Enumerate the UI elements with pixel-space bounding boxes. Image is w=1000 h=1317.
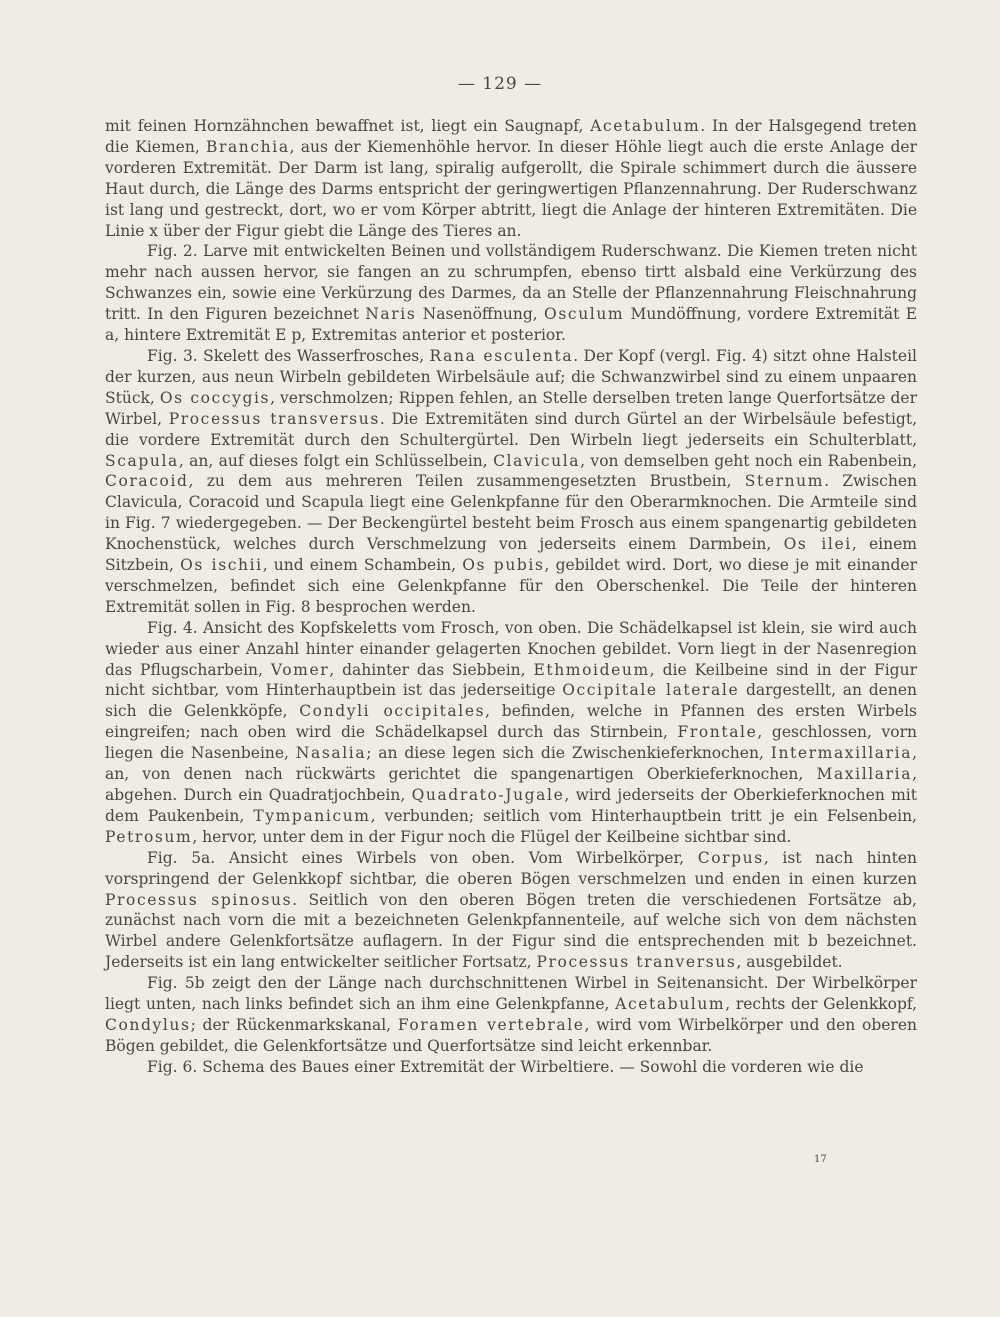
latin-term: Foramen vertebrale [397,1015,585,1034]
latin-term: Sternum [744,472,825,491]
latin-term: Clavicula [493,451,581,470]
paragraph [105,848,917,973]
text-run: Fig. 2. Larve mit entwickelten Beinen und vollständigem Ruderschwanz. Die Kiemen treten nicht mehr nach aussen hervor, sie fangen an zu schrumpfen, ebenso tirtt alsbald eine Verkürzung des Schwanzes ein, sowie eine Verkürzung des Darmes, da an Stelle der Pflanzennahrung Fleischnahrung tritt. In den Figuren bezeichnet [105,242,917,324]
latin-term: Frontale [677,723,758,742]
text-run: , rechts der Gelenkkopf, [725,995,917,1014]
latin-term: Os ischii [180,556,263,575]
latin-term: Coracoid [105,472,189,491]
latin-term: Processus transversus [168,409,380,428]
signature-mark: 17 [814,1154,827,1165]
text-run: , die Keilbeine sind in der Figur nicht sichtbar, vom Hinterhauptbein ist das jederseitige [105,660,917,700]
text-run: , ausgebildet. [736,953,843,972]
latin-term: Tympanicum [253,806,371,825]
paragraph [105,618,917,848]
text-run: . In der Halsgegend treten die Kiemen, [105,117,917,156]
text-run: Fig. 4. Ansicht des Kopfskeletts vom Frosch, von oben. Die Schädelkapsel ist klein, sie wird auch wieder aus einer Anzahl hinter einander gelagerten Knochen gebildet. Vorn liegt in der Nasenregion das Pflugscharbein, [105,618,917,679]
text-run: , an, auf dieses folgt ein Schlüsselbein, [178,451,494,470]
text-run: , aus der Kiemenhöhle hervor. In dieser Höhle liegt auch die erste Anlage der vorderen Extremität. Der Darm ist lang, spiralig aufgerollt, die Spirale schimmert durch die äussere Haut durch, die Länge des Darms entspricht der geringwertigen Pflanzennahrung. Der Ruderschwanz ist lang und gestreckt, dort, wo er vom Körper abtritt, liegt die Anlage der hinteren Extremitäten. Die Linie x über der Figur giebt die Länge des Tieres an. [105,137,917,240]
paragraph [105,116,917,241]
latin-term: Scapula [105,451,179,470]
text-run: , ist nach hinten vorspringend der Gelenkkopf sichtbar, die oberen Bögen verschmelzen und enden in einen kurzen [105,848,917,888]
text-run: Fig. 5b zeigt den der Länge nach durchschnittenen Wirbel in Seitenansicht. Der Wirbelkörper liegt unten, nach links befindet sich an ihm eine Gelenkpfanne, [105,974,917,1014]
latin-term: Nasalia [295,744,367,763]
text-run: , geschlossen, vorn liegen die Nasenbeine, [105,723,917,763]
text-run: dargestellt, an denen sich die Gelenkköpfe, [105,681,917,721]
text-run: , wird vom Wirbelkörper und den oberen Bögen gebildet, die Gelenkfortsätze und Querfortsätze sind leicht erkennbar. [105,1015,917,1055]
paragraph [105,241,917,346]
text-run: , befinden, welche in Pfannen des ersten Wirbels eingreifen; nach oben wird die Schädelkapsel durch das Stirnbein, [105,702,917,742]
text-run: ; der Rückenmarkskanal, [190,1015,398,1034]
text-run: . Seitlich von den oberen Bögen treten die verschiedenen Fortsätze ab, zunächst nach vorn die mit a bezeichneten Gelenkpfannenteile, auf welche sich von dem nächsten Wirbel andere Gelenkfortsätze auflagern. In der Figur sind die entsprechenden mit b bezeichnet. Jederseits ist ein lang entwickelter seitlicher Fortsatz, [105,890,917,972]
text-run: , verbunden; seitlich vom Hinterhauptbein tritt je ein Felsenbein, [370,806,917,825]
text-run: ; an diese legen sich die Zwischenkieferknochen, [366,744,771,763]
paragraph [105,346,917,618]
text-run: , hervor, unter dem in der Figur noch die Flügel der Keilbeine sichtbar sind. [192,827,792,846]
text-run: . Die Extremitäten sind durch Gürtel an der Wirbelsäule befestigt, die vordere Extremität durch den Schultergürtel. Den Wirbeln liegt jederseits ein Schulterblatt, [105,409,918,449]
text-run: Mundöffnung, vordere Extremität E a, hintere Extremität E p, Extremitas anterior et posterior. [105,305,918,345]
latin-term: Occipitale laterale [562,681,740,700]
text-run: , und einem Schambein, [262,556,463,575]
text-run: , dahinter das Siebbein, [329,660,534,679]
body-text [105,116,917,1078]
latin-term: Acetabulum [590,117,701,135]
latin-term: Acetabulum [615,995,726,1014]
latin-term: Condyli occipitales [299,702,486,721]
latin-term: Naris [365,305,417,324]
latin-term: Petrosum [105,827,193,846]
paragraph [105,973,917,1057]
text-run: , an, von denen nach rückwärts gerichtet die spangenartigen Oberkieferknochen, [105,744,917,784]
text-run: , abgehen. Durch ein Quadratjochbein, [105,765,917,804]
latin-term: Processus spinosus [105,890,293,909]
text-run: . Zwischen Clavicula, Coracoid und Scapula liegt eine Gelenkpfanne für den Oberarmknochen. Die Armteile sind in Fig. 7 wiedergegeben. — Der Beckengürtel besteht beim Frosch aus einem spangenartig gebildeten Knochenstück, welches durch Verschmelzung von jederseits einem Darmbein, [105,472,918,554]
latin-term: Intermaxillaria [770,744,913,763]
text-run: , einem Sitzbein, [105,535,917,575]
text-run: , wird jederseits der Oberkieferknochen mit dem Paukenbein, [105,786,917,825]
text-run: . Der Kopf (vergl. Fig. 4) sitzt ohne Halsteil der kurzen, aus neun Wirbeln gebildeten Wirbelsäule auf; die Schwanzwirbel sind zu einem unpaaren Stück, [105,346,917,407]
text-run: , von demselben geht noch ein Rabenbein, [580,451,917,470]
latin-term: Os ilei [783,535,852,554]
text-run: , gebildet wird. Dort, wo diese je mit einander verschmelzen, befindet sich eine Gelenkpfanne für den Oberschenkel. Die Teile der hinteren Extremität sollen in Fig. 8 besprochen werden. [105,556,917,616]
latin-term: Rana esculenta [429,346,574,365]
latin-term: Branchia [205,137,290,156]
paragraph [105,1057,917,1078]
text-run: Fig. 6. Schema des Baues einer Extremität der Wirbeltiere. — Sowohl die vorderen wie die [147,1057,864,1076]
latin-term: Maxillaria [816,765,913,784]
latin-term: Os pubis [462,556,545,575]
text-run: Nasenöffnung, [416,305,545,324]
text-run: , zu dem aus mehreren Teilen zusammengesetzten Brustbein, [188,472,745,491]
text-run: mit feinen Hornzähnchen bewaffnet ist, liegt ein Saugnapf, [105,117,591,135]
latin-term: Quadrato-Jugale [411,786,565,804]
latin-term: Ethmoideum [533,660,650,679]
latin-term: Osculum [544,305,625,324]
latin-term: Condylus [105,1015,191,1034]
page-number: — 129 — [457,74,543,94]
latin-term: Vomer [270,660,330,679]
latin-term: Processus tranversus [536,953,737,972]
latin-term: Corpus [697,848,764,867]
latin-term: Os coccygis [159,388,271,407]
text-run: , verschmolzen; Rippen fehlen, an Stelle derselben treten lange Querfortsätze der Wirbel, [105,388,917,428]
text-run: Fig. 3. Skelett des Wasserfrosches, [147,346,430,365]
text-run: Fig. 5a. Ansicht eines Wirbels von oben. Vom Wirbelkörper, [147,848,698,867]
